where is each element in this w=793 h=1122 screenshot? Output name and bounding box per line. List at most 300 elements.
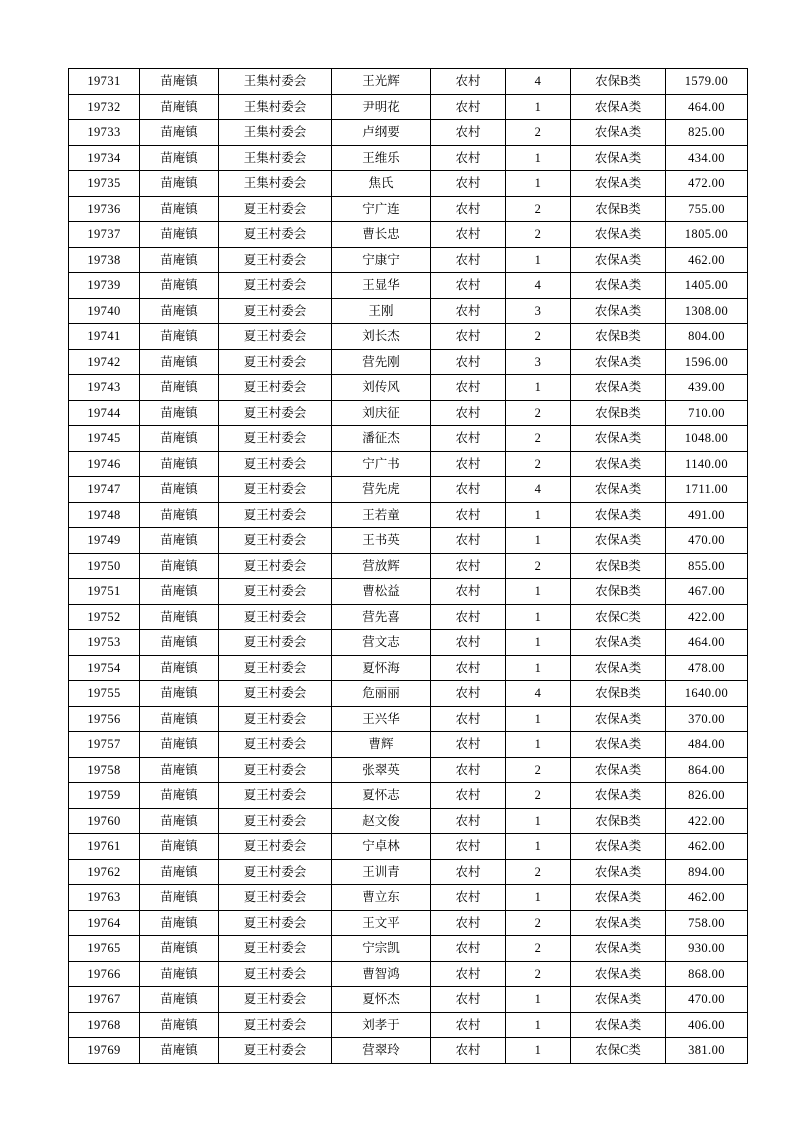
cell-people: 1 [506,1012,571,1038]
cell-household-type: 农村 [431,553,506,579]
cell-amount: 470.00 [666,528,748,554]
cell-id: 19753 [69,630,140,656]
cell-id: 19769 [69,1038,140,1064]
cell-household-type: 农村 [431,655,506,681]
cell-insurance-class: 农保A类 [571,885,666,911]
cell-amount: 462.00 [666,834,748,860]
cell-id: 19737 [69,222,140,248]
cell-village: 夏王村委会 [219,783,332,809]
cell-village: 夏王村委会 [219,936,332,962]
cell-insurance-class: 农保A类 [571,936,666,962]
cell-people: 4 [506,681,571,707]
cell-household-type: 农村 [431,579,506,605]
cell-name: 营先喜 [332,604,431,630]
cell-people: 2 [506,451,571,477]
cell-town: 苗庵镇 [140,885,219,911]
cell-id: 19747 [69,477,140,503]
cell-amount: 464.00 [666,94,748,120]
cell-household-type: 农村 [431,834,506,860]
cell-id: 19758 [69,757,140,783]
cell-village: 夏王村委会 [219,298,332,324]
cell-people: 2 [506,910,571,936]
cell-people: 1 [506,145,571,171]
cell-amount: 467.00 [666,579,748,605]
cell-people: 2 [506,120,571,146]
cell-amount: 478.00 [666,655,748,681]
cell-household-type: 农村 [431,630,506,656]
cell-name: 刘孝于 [332,1012,431,1038]
cell-amount: 1405.00 [666,273,748,299]
cell-amount: 462.00 [666,885,748,911]
cell-insurance-class: 农保A类 [571,706,666,732]
cell-people: 2 [506,400,571,426]
cell-village: 夏王村委会 [219,859,332,885]
cell-village: 夏王村委会 [219,1038,332,1064]
table-row [69,528,748,554]
cell-town: 苗庵镇 [140,145,219,171]
cell-name: 刘长杰 [332,324,431,350]
cell-id: 19762 [69,859,140,885]
cell-amount: 491.00 [666,502,748,528]
cell-insurance-class: 农保A类 [571,757,666,783]
cell-people: 1 [506,502,571,528]
table-row [69,222,748,248]
cell-insurance-class: 农保A类 [571,502,666,528]
cell-household-type: 农村 [431,757,506,783]
cell-amount: 755.00 [666,196,748,222]
cell-town: 苗庵镇 [140,706,219,732]
cell-amount: 439.00 [666,375,748,401]
cell-village: 夏王村委会 [219,961,332,987]
cell-people: 2 [506,196,571,222]
cell-people: 2 [506,426,571,452]
cell-amount: 434.00 [666,145,748,171]
cell-id: 19739 [69,273,140,299]
cell-household-type: 农村 [431,859,506,885]
cell-id: 19751 [69,579,140,605]
cell-people: 1 [506,579,571,605]
cell-amount: 930.00 [666,936,748,962]
cell-name: 夏怀海 [332,655,431,681]
cell-village: 夏王村委会 [219,400,332,426]
cell-people: 1 [506,604,571,630]
cell-household-type: 农村 [431,604,506,630]
cell-insurance-class: 农保A类 [571,987,666,1013]
cell-insurance-class: 农保A类 [571,732,666,758]
cell-household-type: 农村 [431,987,506,1013]
table-row [69,1038,748,1064]
cell-people: 4 [506,69,571,95]
cell-insurance-class: 农保A类 [571,1012,666,1038]
table-row [69,94,748,120]
cell-household-type: 农村 [431,171,506,197]
cell-village: 夏王村委会 [219,375,332,401]
cell-name: 宁广连 [332,196,431,222]
cell-insurance-class: 农保B类 [571,681,666,707]
cell-name: 营先虎 [332,477,431,503]
cell-id: 19755 [69,681,140,707]
cell-insurance-class: 农保A类 [571,834,666,860]
cell-household-type: 农村 [431,94,506,120]
cell-amount: 422.00 [666,604,748,630]
table-row [69,273,748,299]
cell-name: 尹明花 [332,94,431,120]
cell-town: 苗庵镇 [140,349,219,375]
table-row [69,630,748,656]
cell-village: 夏王村委会 [219,247,332,273]
cell-town: 苗庵镇 [140,783,219,809]
cell-village: 夏王村委会 [219,553,332,579]
cell-amount: 1805.00 [666,222,748,248]
cell-name: 王光辉 [332,69,431,95]
table-row [69,145,748,171]
table-row [69,120,748,146]
cell-name: 营翠玲 [332,1038,431,1064]
cell-household-type: 农村 [431,145,506,171]
cell-town: 苗庵镇 [140,502,219,528]
cell-household-type: 农村 [431,426,506,452]
cell-village: 夏王村委会 [219,349,332,375]
cell-insurance-class: 农保A类 [571,783,666,809]
cell-amount: 894.00 [666,859,748,885]
cell-people: 2 [506,859,571,885]
cell-id: 19744 [69,400,140,426]
cell-people: 2 [506,783,571,809]
cell-name: 曹立东 [332,885,431,911]
cell-id: 19731 [69,69,140,95]
cell-insurance-class: 农保B类 [571,579,666,605]
cell-town: 苗庵镇 [140,247,219,273]
cell-id: 19738 [69,247,140,273]
cell-amount: 472.00 [666,171,748,197]
cell-people: 1 [506,655,571,681]
cell-village: 夏王村委会 [219,196,332,222]
table-row [69,706,748,732]
cell-village: 夏王村委会 [219,834,332,860]
cell-village: 夏王村委会 [219,706,332,732]
cell-village: 王集村委会 [219,145,332,171]
cell-household-type: 农村 [431,885,506,911]
cell-town: 苗庵镇 [140,681,219,707]
table-row [69,757,748,783]
table-row [69,451,748,477]
cell-town: 苗庵镇 [140,196,219,222]
cell-id: 19767 [69,987,140,1013]
table-row [69,553,748,579]
cell-household-type: 农村 [431,528,506,554]
cell-id: 19761 [69,834,140,860]
cell-village: 夏王村委会 [219,451,332,477]
cell-insurance-class: 农保A类 [571,961,666,987]
cell-id: 19743 [69,375,140,401]
cell-name: 曹智鸿 [332,961,431,987]
cell-name: 潘征杰 [332,426,431,452]
table-row [69,859,748,885]
cell-household-type: 农村 [431,1038,506,1064]
cell-town: 苗庵镇 [140,808,219,834]
cell-people: 3 [506,298,571,324]
table-row [69,349,748,375]
cell-town: 苗庵镇 [140,579,219,605]
table-row [69,681,748,707]
cell-amount: 826.00 [666,783,748,809]
cell-town: 苗庵镇 [140,553,219,579]
cell-village: 王集村委会 [219,94,332,120]
cell-town: 苗庵镇 [140,630,219,656]
cell-name: 曹长忠 [332,222,431,248]
cell-id: 19749 [69,528,140,554]
cell-amount: 1640.00 [666,681,748,707]
cell-name: 张翠英 [332,757,431,783]
cell-town: 苗庵镇 [140,400,219,426]
cell-id: 19736 [69,196,140,222]
table-row [69,910,748,936]
cell-town: 苗庵镇 [140,528,219,554]
cell-name: 宁广书 [332,451,431,477]
cell-id: 19764 [69,910,140,936]
cell-insurance-class: 农保A类 [571,94,666,120]
cell-insurance-class: 农保B类 [571,69,666,95]
cell-household-type: 农村 [431,298,506,324]
cell-id: 19763 [69,885,140,911]
cell-id: 19750 [69,553,140,579]
cell-insurance-class: 农保A类 [571,298,666,324]
cell-amount: 1048.00 [666,426,748,452]
cell-town: 苗庵镇 [140,69,219,95]
cell-name: 卢纲要 [332,120,431,146]
cell-people: 1 [506,987,571,1013]
cell-insurance-class: 农保B类 [571,196,666,222]
table-row [69,298,748,324]
cell-amount: 484.00 [666,732,748,758]
cell-people: 1 [506,630,571,656]
table-row [69,655,748,681]
cell-insurance-class: 农保A类 [571,910,666,936]
cell-town: 苗庵镇 [140,171,219,197]
cell-amount: 470.00 [666,987,748,1013]
cell-people: 1 [506,834,571,860]
cell-insurance-class: 农保A类 [571,120,666,146]
cell-id: 19760 [69,808,140,834]
cell-name: 王文平 [332,910,431,936]
cell-town: 苗庵镇 [140,298,219,324]
cell-name: 营放辉 [332,553,431,579]
cell-insurance-class: 农保A类 [571,375,666,401]
cell-amount: 1140.00 [666,451,748,477]
cell-household-type: 农村 [431,273,506,299]
cell-people: 2 [506,222,571,248]
table-body [69,69,748,1064]
cell-insurance-class: 农保C类 [571,1038,666,1064]
cell-household-type: 农村 [431,783,506,809]
cell-id: 19752 [69,604,140,630]
cell-amount: 855.00 [666,553,748,579]
cell-town: 苗庵镇 [140,1012,219,1038]
cell-town: 苗庵镇 [140,120,219,146]
cell-name: 夏怀志 [332,783,431,809]
table-row [69,936,748,962]
cell-town: 苗庵镇 [140,732,219,758]
cell-town: 苗庵镇 [140,910,219,936]
cell-id: 19765 [69,936,140,962]
cell-name: 夏怀杰 [332,987,431,1013]
cell-name: 营文志 [332,630,431,656]
cell-amount: 370.00 [666,706,748,732]
cell-insurance-class: 农保B类 [571,400,666,426]
cell-household-type: 农村 [431,961,506,987]
cell-town: 苗庵镇 [140,834,219,860]
cell-insurance-class: 农保A类 [571,145,666,171]
cell-insurance-class: 农保B类 [571,808,666,834]
table-row [69,171,748,197]
cell-name: 宁宗凯 [332,936,431,962]
cell-amount: 381.00 [666,1038,748,1064]
cell-id: 19734 [69,145,140,171]
cell-name: 王书英 [332,528,431,554]
cell-town: 苗庵镇 [140,426,219,452]
cell-id: 19733 [69,120,140,146]
cell-town: 苗庵镇 [140,655,219,681]
cell-name: 宁卓林 [332,834,431,860]
cell-town: 苗庵镇 [140,604,219,630]
table-row [69,69,748,95]
table-row [69,808,748,834]
cell-amount: 1596.00 [666,349,748,375]
cell-household-type: 农村 [431,808,506,834]
cell-village: 夏王村委会 [219,885,332,911]
cell-insurance-class: 农保A类 [571,349,666,375]
cell-household-type: 农村 [431,69,506,95]
cell-people: 3 [506,349,571,375]
cell-household-type: 农村 [431,400,506,426]
cell-village: 夏王村委会 [219,324,332,350]
cell-insurance-class: 农保A类 [571,273,666,299]
cell-name: 危丽丽 [332,681,431,707]
table-row [69,987,748,1013]
cell-town: 苗庵镇 [140,375,219,401]
cell-people: 1 [506,808,571,834]
cell-id: 19732 [69,94,140,120]
cell-id: 19757 [69,732,140,758]
cell-id: 19756 [69,706,140,732]
cell-amount: 1579.00 [666,69,748,95]
cell-household-type: 农村 [431,196,506,222]
cell-household-type: 农村 [431,247,506,273]
cell-household-type: 农村 [431,706,506,732]
cell-insurance-class: 农保A类 [571,655,666,681]
cell-id: 19740 [69,298,140,324]
cell-household-type: 农村 [431,349,506,375]
cell-insurance-class: 农保A类 [571,859,666,885]
cell-name: 刘传风 [332,375,431,401]
table-row [69,196,748,222]
cell-household-type: 农村 [431,120,506,146]
cell-amount: 462.00 [666,247,748,273]
cell-name: 王训青 [332,859,431,885]
cell-insurance-class: 农保A类 [571,451,666,477]
cell-insurance-class: 农保A类 [571,171,666,197]
cell-amount: 804.00 [666,324,748,350]
cell-town: 苗庵镇 [140,859,219,885]
table-row [69,400,748,426]
cell-village: 夏王村委会 [219,477,332,503]
cell-amount: 868.00 [666,961,748,987]
cell-name: 赵文俊 [332,808,431,834]
cell-town: 苗庵镇 [140,222,219,248]
cell-insurance-class: 农保A类 [571,630,666,656]
cell-name: 王若童 [332,502,431,528]
cell-household-type: 农村 [431,451,506,477]
cell-household-type: 农村 [431,222,506,248]
cell-village: 夏王村委会 [219,808,332,834]
table-row [69,732,748,758]
cell-town: 苗庵镇 [140,273,219,299]
table-row [69,834,748,860]
cell-id: 19742 [69,349,140,375]
cell-id: 19746 [69,451,140,477]
cell-id: 19745 [69,426,140,452]
cell-name: 王刚 [332,298,431,324]
cell-town: 苗庵镇 [140,757,219,783]
cell-household-type: 农村 [431,732,506,758]
cell-town: 苗庵镇 [140,1038,219,1064]
cell-insurance-class: 农保A类 [571,477,666,503]
cell-town: 苗庵镇 [140,451,219,477]
cell-village: 夏王村委会 [219,757,332,783]
cell-people: 1 [506,732,571,758]
cell-name: 王兴华 [332,706,431,732]
subsidy-table [68,68,748,1064]
cell-town: 苗庵镇 [140,961,219,987]
cell-id: 19741 [69,324,140,350]
cell-people: 1 [506,706,571,732]
cell-household-type: 农村 [431,477,506,503]
cell-name: 王维乐 [332,145,431,171]
cell-town: 苗庵镇 [140,987,219,1013]
cell-amount: 1711.00 [666,477,748,503]
cell-household-type: 农村 [431,1012,506,1038]
cell-insurance-class: 农保A类 [571,222,666,248]
table-row [69,961,748,987]
cell-name: 刘庆征 [332,400,431,426]
cell-insurance-class: 农保A类 [571,528,666,554]
cell-village: 夏王村委会 [219,604,332,630]
cell-name: 营先刚 [332,349,431,375]
cell-people: 4 [506,273,571,299]
table-row [69,426,748,452]
cell-household-type: 农村 [431,502,506,528]
cell-amount: 406.00 [666,1012,748,1038]
table-row [69,885,748,911]
cell-people: 4 [506,477,571,503]
cell-village: 夏王村委会 [219,426,332,452]
cell-amount: 758.00 [666,910,748,936]
cell-people: 1 [506,1038,571,1064]
table-row [69,324,748,350]
cell-town: 苗庵镇 [140,324,219,350]
cell-people: 2 [506,961,571,987]
cell-town: 苗庵镇 [140,936,219,962]
cell-village: 王集村委会 [219,120,332,146]
cell-insurance-class: 农保A类 [571,247,666,273]
cell-name: 曹辉 [332,732,431,758]
table-row [69,783,748,809]
cell-household-type: 农村 [431,324,506,350]
cell-id: 19768 [69,1012,140,1038]
cell-name: 宁康宁 [332,247,431,273]
cell-people: 1 [506,885,571,911]
cell-village: 夏王村委会 [219,579,332,605]
